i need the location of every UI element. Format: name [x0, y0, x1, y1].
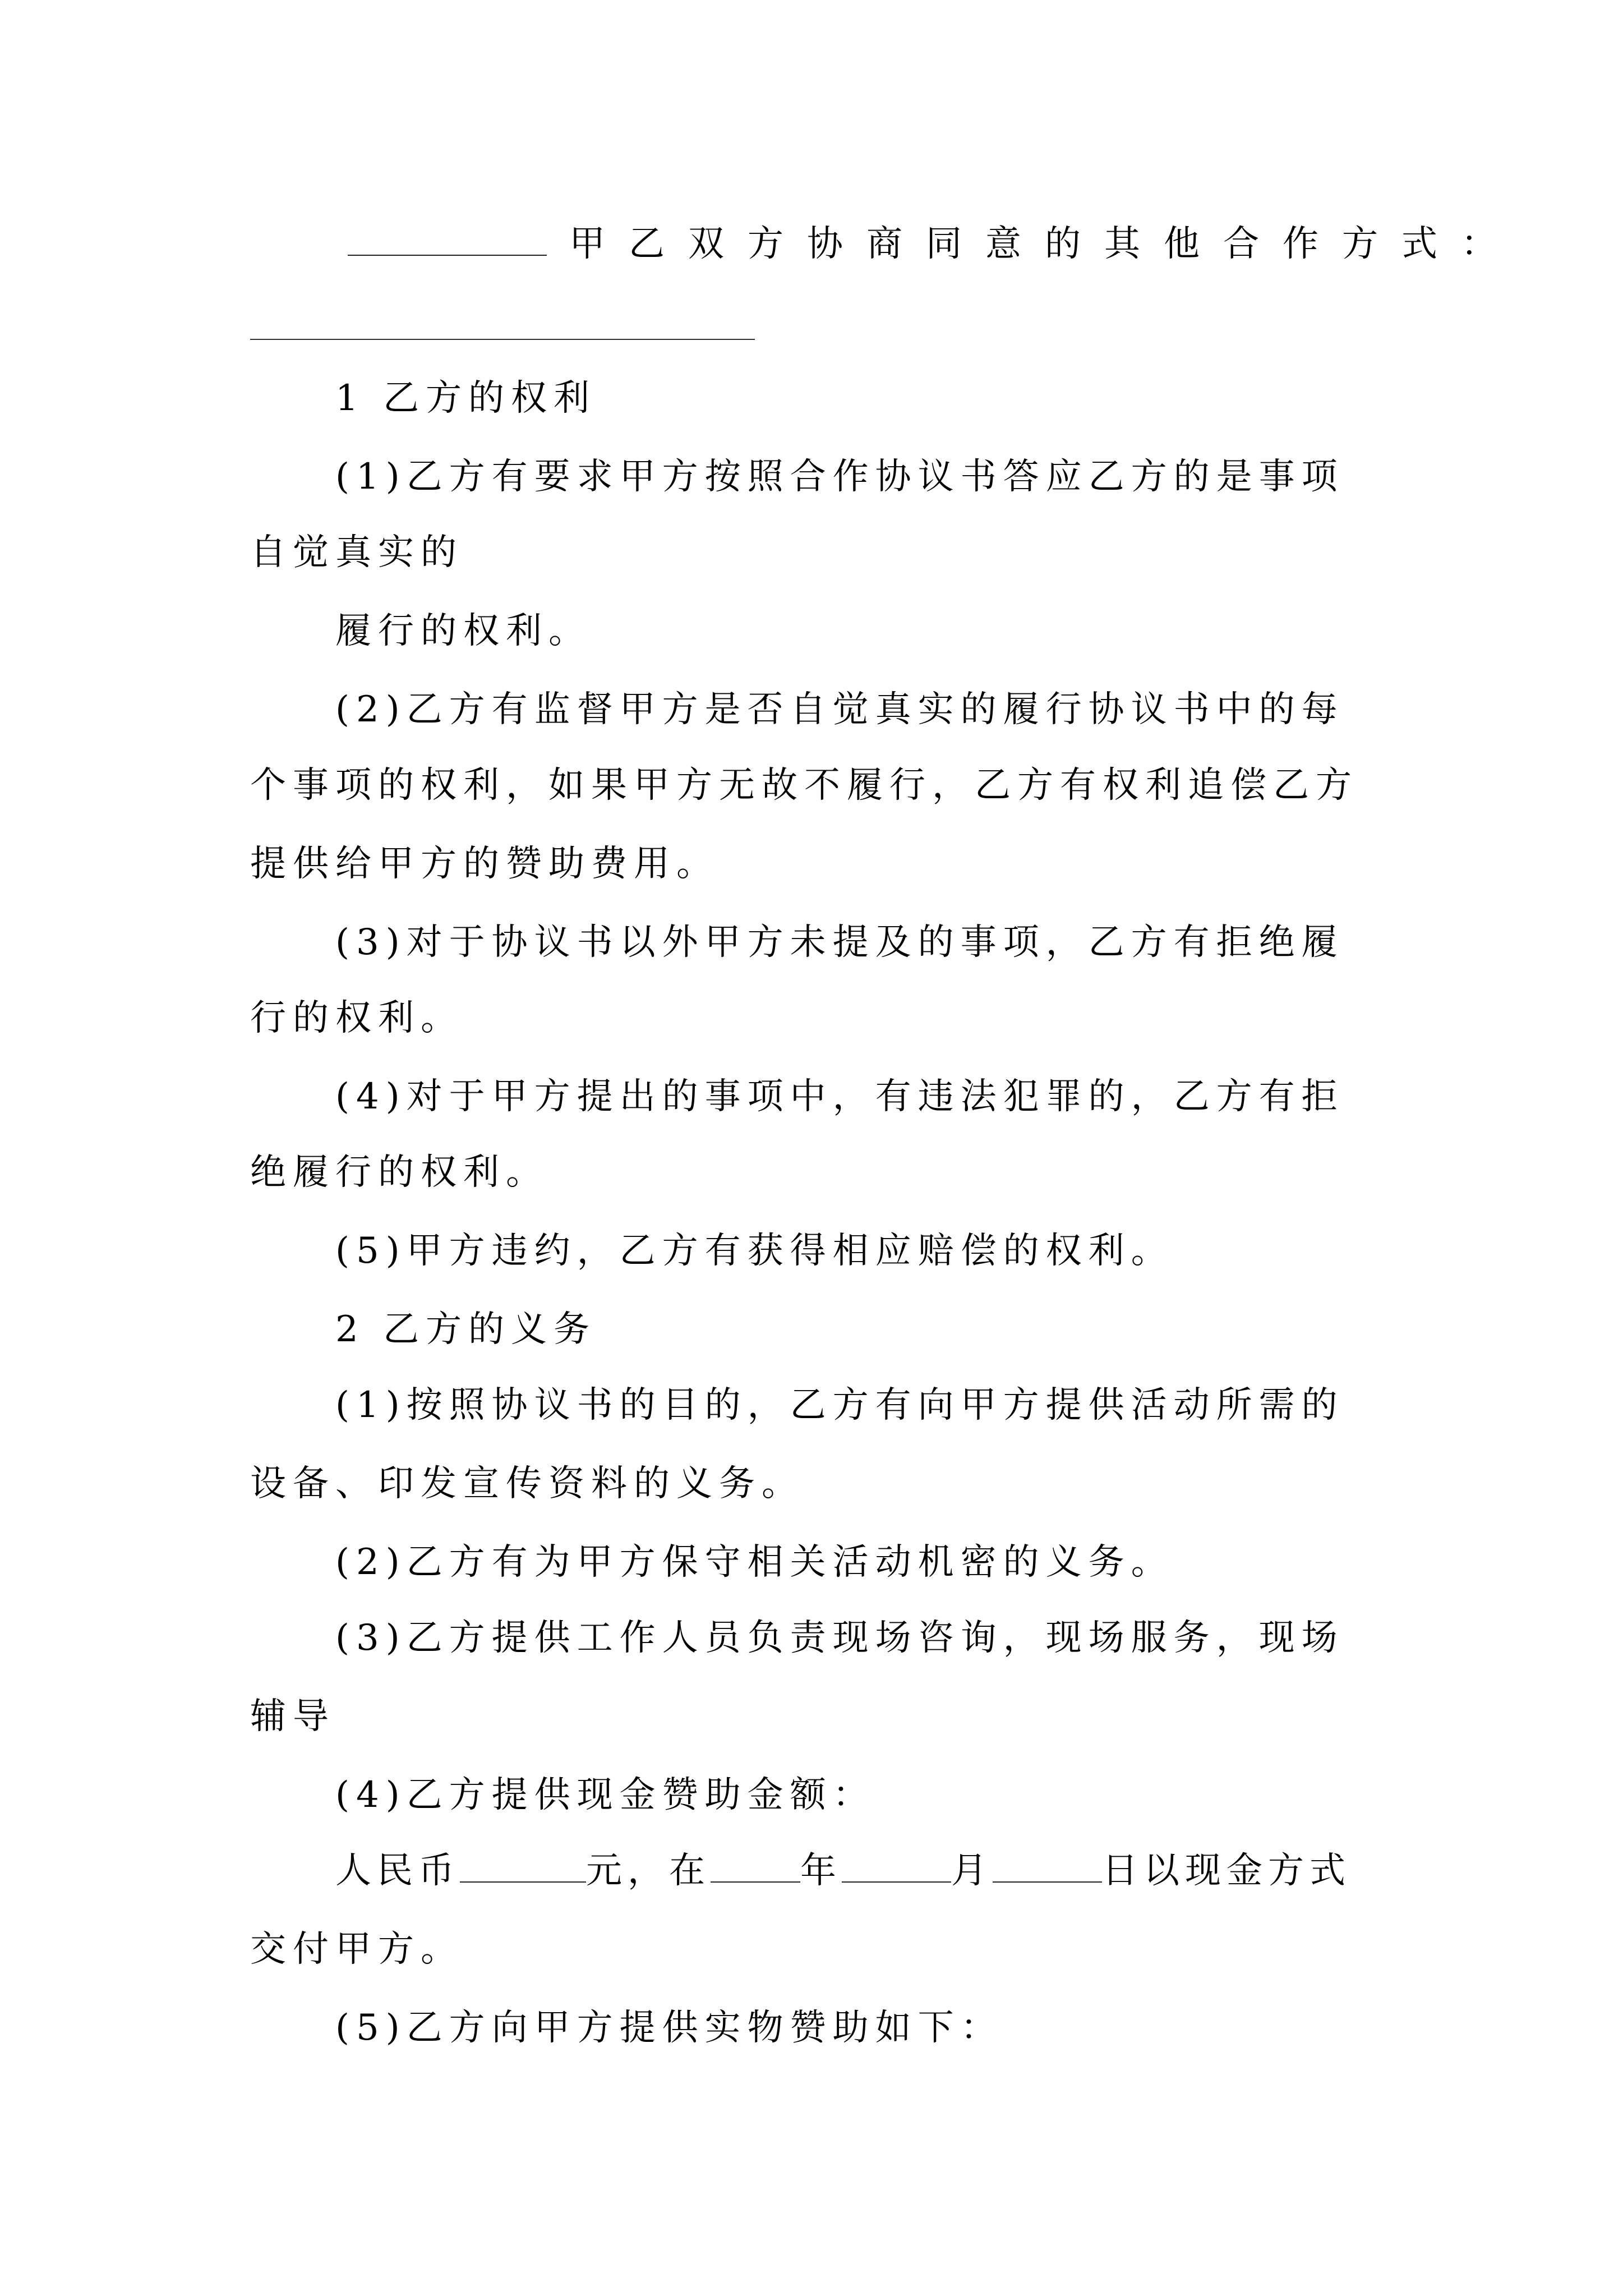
other-modes-text: 甲乙双方协商同意的其他合作方式： — [569, 223, 1520, 265]
rights-item-2-line-2: 个事项的权利，如果甲方无故不履行，乙方有权利追偿乙方 — [250, 765, 1358, 806]
duties-item-3-line-2: 辅导 — [250, 1696, 335, 1737]
cash-year-blank — [711, 1848, 800, 1883]
duties-item-5: (5)乙方向甲方提供实物赞助如下： — [335, 2007, 1003, 2049]
cash-payment-text: 日以现金方式 — [1102, 1850, 1351, 1892]
duties-heading: 2 乙方的义务 — [335, 1309, 597, 1350]
duties-item-1-line-2: 设备、印发宣传资料的义务。 — [250, 1463, 804, 1504]
rights-item-3-line-1: (3)对于协议书以外甲方未提及的事项，乙方有拒绝履 — [335, 922, 1344, 963]
rights-item-5: (5)甲方违约，乙方有获得相应赔偿的权利。 — [335, 1230, 1174, 1272]
other-modes-blank — [348, 221, 547, 256]
cash-currency-label: 人民币 — [335, 1850, 460, 1892]
cash-month-label: 月 — [951, 1850, 993, 1892]
cash-amount-line — [335, 1846, 1351, 1896]
rights-item-2-line-3: 提供给甲方的赞助费用。 — [250, 843, 719, 885]
other-modes-fill-line — [250, 339, 755, 340]
cash-yuan-label: 元，在 — [586, 1850, 711, 1892]
rights-item-1-line-2: 自觉真实的 — [250, 532, 463, 573]
cash-month-blank — [842, 1848, 951, 1883]
rights-heading: 1 乙方的权利 — [335, 378, 597, 419]
rights-item-4-line-2: 绝履行的权利。 — [250, 1152, 548, 1193]
duties-item-2: (2)乙方有为甲方保守相关活动机密的义务。 — [335, 1542, 1174, 1583]
cash-amount-line-2: 交付甲方。 — [250, 1929, 463, 1970]
rights-item-2-line-1: (2)乙方有监督甲方是否自觉真实的履行协议书中的每 — [335, 689, 1344, 730]
rights-item-3-line-2: 行的权利。 — [250, 997, 463, 1039]
rights-item-4-line-1: (4)对于甲方提出的事项中，有违法犯罪的，乙方有拒 — [335, 1076, 1344, 1117]
other-modes-line — [348, 219, 1520, 269]
duties-item-3-line-1: (3)乙方提供工作人员负责现场咨询，现场服务，现场 — [335, 1617, 1344, 1659]
rights-item-1-line-3: 履行的权利。 — [335, 610, 591, 652]
duties-item-4: (4)乙方提供现金赞助金额： — [335, 1774, 875, 1816]
duties-item-1-line-1: (1)按照协议书的目的，乙方有向甲方提供活动所需的 — [335, 1384, 1344, 1426]
rights-item-1-line-1: (1)乙方有要求甲方按照合作协议书答应乙方的是事项 — [335, 456, 1344, 498]
cash-amount-blank — [460, 1848, 586, 1883]
cash-day-blank — [993, 1848, 1102, 1883]
cash-year-label: 年 — [800, 1850, 842, 1892]
